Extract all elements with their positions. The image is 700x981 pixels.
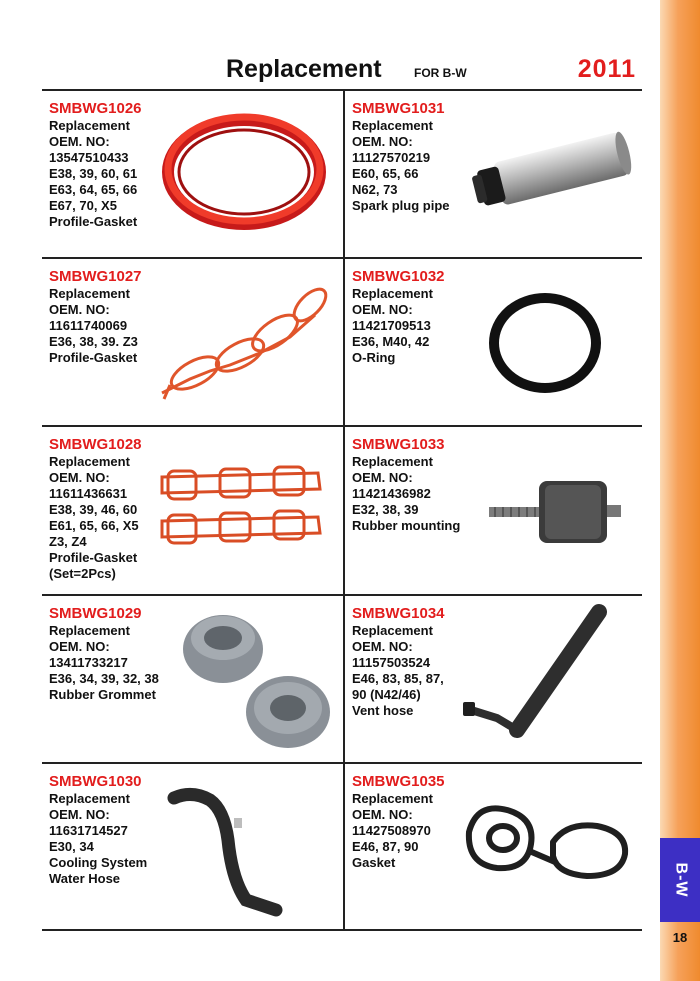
section-tab[interactable] — [660, 838, 700, 922]
product-line: Profile-Gasket — [49, 350, 138, 365]
product-card[interactable] — [345, 596, 645, 764]
product-line: E38, 39, 46, 60 — [49, 502, 138, 517]
product-line: 11427508970 — [352, 823, 431, 838]
product-line: Replacement — [352, 118, 433, 133]
product-code: SMBWG1032 — [352, 268, 445, 285]
page-number: 18 — [672, 930, 688, 945]
product-info — [352, 100, 450, 214]
product-line: OEM. NO: — [49, 302, 110, 317]
product-card[interactable] — [42, 764, 342, 932]
product-line: 11611740069 — [49, 318, 128, 333]
product-card[interactable] — [345, 91, 645, 259]
page-header — [42, 55, 642, 89]
intake-manifold-gasket-image — [150, 275, 330, 405]
product-line: E67, 70, X5 — [49, 198, 117, 213]
product-line: Replacement — [352, 791, 433, 806]
product-card[interactable] — [345, 764, 645, 932]
product-line: (Set=2Pcs) — [49, 566, 116, 581]
product-line: Replacement — [352, 286, 433, 301]
product-line: Replacement — [352, 454, 433, 469]
product-line: OEM. NO: — [352, 302, 413, 317]
product-code: SMBWG1033 — [352, 436, 445, 453]
page-subtitle: FOR B-W — [414, 66, 467, 80]
product-line: 13547510433 — [49, 150, 129, 165]
side-color-strip — [660, 0, 700, 981]
oil-filter-gasket-image — [457, 792, 637, 902]
product-line: E30, 34 — [49, 839, 94, 854]
product-line: Replacement — [352, 623, 433, 638]
spark-plug-pipe-image — [467, 123, 637, 223]
product-info — [352, 605, 445, 719]
product-info — [352, 773, 445, 871]
product-info — [49, 436, 142, 582]
product-line: 11421436982 — [352, 486, 431, 501]
product-card[interactable] — [42, 259, 342, 427]
product-line: 13411733217 — [49, 655, 128, 670]
product-code: SMBWG1034 — [352, 605, 445, 622]
product-info — [49, 268, 142, 366]
product-line: OEM. NO: — [49, 134, 110, 149]
product-line: Replacement — [49, 454, 130, 469]
product-line: 90 (N42/46) — [352, 687, 421, 702]
product-line: Spark plug pipe — [352, 198, 450, 213]
product-line: Profile-Gasket — [49, 214, 138, 229]
red-ring-gasket-image — [160, 109, 330, 239]
product-code: SMBWG1035 — [352, 773, 445, 790]
product-line: OEM. NO: — [352, 470, 413, 485]
product-line: OEM. NO: — [49, 807, 110, 822]
product-code: SMBWG1029 — [49, 605, 142, 622]
product-line: OEM. NO: — [352, 134, 413, 149]
product-code: SMBWG1030 — [49, 773, 142, 790]
product-line: OEM. NO: — [352, 639, 413, 654]
catalog-year: 2011 — [577, 55, 636, 83]
product-line: Rubber Grommet — [49, 687, 156, 702]
product-line: OEM. NO: — [352, 807, 413, 822]
product-line: 11127570219 — [352, 150, 431, 165]
product-line: E61, 65, 66, X5 — [49, 518, 139, 533]
product-info — [49, 100, 142, 230]
product-line: Water Hose — [49, 871, 121, 886]
product-line: Replacement — [49, 118, 130, 133]
product-line: Z3, Z4 — [49, 534, 87, 549]
vent-hose-image — [457, 602, 637, 752]
product-line: E36, 34, 39, 32, 38 — [49, 671, 159, 686]
product-line: E63, 64, 65, 66 — [49, 182, 138, 197]
product-line: E36, M40, 42 — [352, 334, 430, 349]
product-card[interactable] — [42, 91, 342, 259]
product-line: 11631714527 — [49, 823, 128, 838]
product-line: E32, 38, 39 — [352, 502, 419, 517]
product-line: Replacement — [49, 623, 130, 638]
product-line: E60, 65, 66 — [352, 166, 419, 181]
product-code: SMBWG1028 — [49, 436, 142, 453]
product-line: E46, 83, 85, 87, — [352, 671, 444, 686]
product-line: E36, 38, 39. Z3 — [49, 334, 138, 349]
product-line: OEM. NO: — [49, 470, 110, 485]
gasket-set-image — [158, 463, 328, 553]
product-line: Profile-Gasket — [49, 550, 138, 565]
product-line: Vent hose — [352, 703, 414, 718]
product-line: OEM. NO: — [49, 639, 110, 654]
product-code: SMBWG1027 — [49, 268, 142, 285]
product-line: N62, 73 — [352, 182, 398, 197]
product-info — [352, 436, 460, 534]
product-card[interactable] — [345, 427, 645, 595]
product-line: E46, 87, 90 — [352, 839, 419, 854]
product-card[interactable] — [42, 427, 342, 595]
product-line: E38, 39, 60, 61 — [49, 166, 138, 181]
rubber-mount-image — [485, 471, 635, 551]
product-line: Rubber mounting — [352, 518, 461, 533]
product-line: O-Ring — [352, 350, 396, 365]
product-line: 11421709513 — [352, 318, 431, 333]
water-hose-image — [162, 780, 292, 930]
product-card[interactable] — [42, 596, 342, 764]
product-line: Gasket — [352, 855, 396, 870]
product-line: Cooling System — [49, 855, 148, 870]
product-code: SMBWG1031 — [352, 100, 445, 117]
product-info — [49, 605, 159, 703]
product-info — [49, 773, 147, 887]
product-line: Replacement — [49, 286, 130, 301]
product-code: SMBWG1026 — [49, 100, 142, 117]
product-card[interactable] — [345, 259, 645, 427]
product-line: 11611436631 — [49, 486, 128, 501]
section-tab-label: B-W — [671, 862, 689, 898]
rubber-grommets-image — [178, 604, 338, 754]
product-info — [352, 268, 445, 366]
page-title: Replacement — [226, 55, 382, 83]
product-line: Replacement — [49, 791, 130, 806]
product-line: 11157503524 — [352, 655, 431, 670]
o-ring-image — [485, 287, 605, 397]
